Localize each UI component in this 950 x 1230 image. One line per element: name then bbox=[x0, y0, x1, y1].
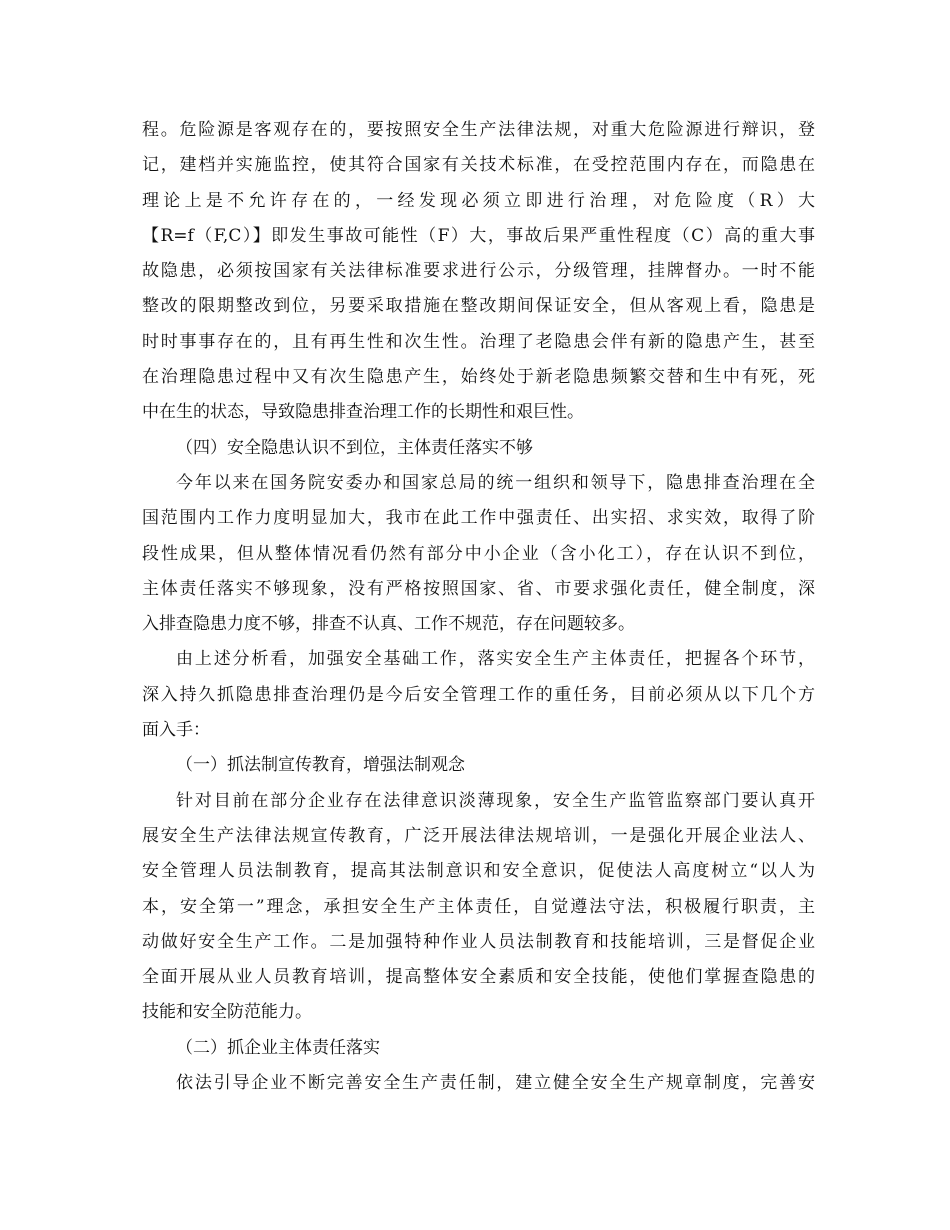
paragraph-first-line: 今年以来在国务院安委办和国家总局的统一组织和领导下，隐患排查治理在全 bbox=[176, 472, 815, 493]
text-line: 全面开展从业人员教育培训，提高整体安全素质和安全技能，使他们掌握查隐患的 bbox=[142, 967, 815, 988]
text-line: 记，建档并实施监控，使其符合国家有关技术标准，在受控范围内存在，而隐患在 bbox=[142, 155, 815, 176]
text-line: 在治理隐患过程中又有次生隐患产生，始终处于新老隐患频繁交替和生中有死，死 bbox=[142, 367, 815, 388]
text-line: 中在生的状态，导致隐患排查治理工作的长期性和艰巨性。 bbox=[142, 402, 584, 423]
text-line: 段性成果，但从整体情况看仍然有部分中小企业（含小化工），存在认识不到位， bbox=[142, 543, 815, 564]
text-line: 深入持久抓隐患排查治理仍是今后安全管理工作的重任务，目前必须从以下几个方 bbox=[142, 684, 815, 705]
text-line: 程。危险源是客观存在的，要按照安全生产法律法规，对重大危险源进行辩识，登 bbox=[142, 120, 815, 140]
text-line: 时时事事存在的，且有再生性和次生性。治理了老隐患会伴有新的隐患产生，甚至 bbox=[142, 331, 815, 352]
paragraph-first-line: 针对目前在部分企业存在法律意识淡薄现象，安全生产监管监察部门要认真开 bbox=[176, 790, 815, 811]
paragraph-first-line: 由上述分析看，加强安全基础工作，落实安全生产主体责任，把握各个环节， bbox=[176, 649, 815, 670]
text-line: 安全管理人员法制教育，提高其法制意识和安全意识，促使法人高度树立“以人为 bbox=[142, 861, 815, 882]
text-line: 理论上是不允许存在的，一经发现必须立即进行治理，对危险度（R）大 bbox=[142, 190, 815, 211]
text-line: 本，安全第一”理念，承担安全生产主体责任，自觉遵法守法，积极履行职责，主 bbox=[142, 896, 815, 917]
paragraph-first-line: 依法引导企业不断完善安全生产责任制，建立健全安全生产规章制度，完善安 bbox=[176, 1073, 815, 1094]
section-heading-2: （二）抓企业主体责任落实 bbox=[176, 1037, 380, 1058]
text-line: 技能和安全防范能力。 bbox=[142, 1002, 312, 1023]
text-line: 【R=f（F,C）】即发生事故可能性（F）大，事故后果严重性程度（C）高的重大事 bbox=[142, 225, 815, 246]
text-line: 展安全生产法律法规宣传教育，广泛开展法律法规培训，一是强化开展企业法人、 bbox=[142, 825, 815, 846]
text-line: 面入手： bbox=[142, 720, 210, 741]
section-heading-4: （四）安全隐患认识不到位，主体责任落实不够 bbox=[176, 437, 533, 458]
text-line: 整改的限期整改到位，另要采取措施在整改期间保证安全，但从客观上看，隐患是 bbox=[142, 296, 815, 317]
text-line: 动做好安全生产工作。二是加强特种作业人员法制教育和技能培训，三是督促企业 bbox=[142, 931, 815, 952]
text-line: 故隐患，必须按国家有关法律标准要求进行公示，分级管理，挂牌督办。一时不能 bbox=[142, 261, 815, 282]
text-line: 主体责任落实不够现象，没有严格按照国家、省、市要求强化责任，健全制度，深 bbox=[142, 578, 815, 599]
document-page bbox=[142, 113, 815, 1101]
text-line: 国范围内工作力度明显加大，我市在此工作中强责任、出实招、求实效，取得了阶 bbox=[142, 508, 815, 529]
section-heading-1: （一）抓法制宣传教育，增强法制观念 bbox=[176, 755, 465, 776]
text-line: 入排查隐患力度不够，排查不认真、工作不规范，存在问题较多。 bbox=[142, 614, 635, 635]
